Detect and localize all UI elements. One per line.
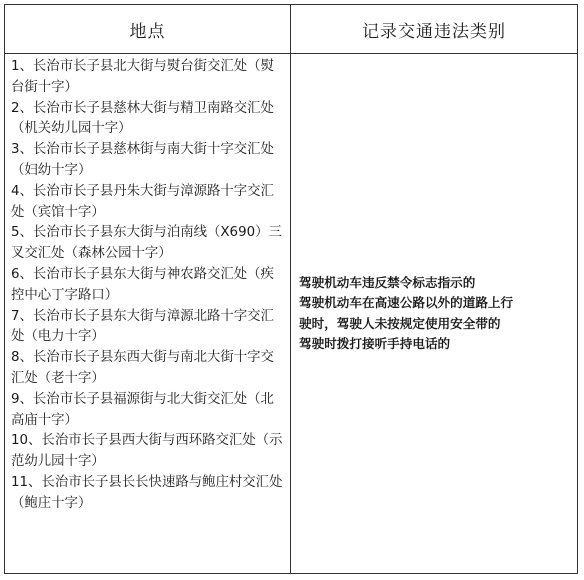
location-item: 5、长治市长子县东大街与泊南线（X690）三叉交汇处（森林公园十字） <box>11 225 282 262</box>
location-item: 3、长治市长子县慈林街与南大街十字交汇处（妇幼十字） <box>11 142 274 178</box>
violation-location-table <box>4 4 578 574</box>
location-item: 4、长治市长子县丹朱大街与漳源路十字交汇处（宾馆十字） <box>11 183 274 220</box>
header-category: 记录交通违法类别 <box>362 21 506 42</box>
category-cell <box>291 54 577 573</box>
location-item: 9、长治市长子县福源街与北大街交汇处（北高庙十字） <box>11 391 274 428</box>
location-item: 7、长治市长子县东大街与漳源北路十字交汇处（电力十字） <box>11 308 274 345</box>
category-line: 驾驶机动车在高速公路以外的道路上行 <box>299 295 514 310</box>
category-line: 驾驶时拨打接听手持电话的 <box>299 336 451 351</box>
location-item: 6、长治市长子县东大街与神农路交汇处（疾控中心丁字路口） <box>11 266 274 303</box>
location-item: 11、长治市长子县长长快速路与鲍庄村交汇处（鲍庄十字） <box>11 474 283 511</box>
header-location: 地点 <box>129 21 166 42</box>
location-item: 10、长治市长子县西大街与西环路交汇处（示范幼儿园十字） <box>11 433 283 470</box>
location-item: 8、长治市长子县东西大街与南北大街十字交汇处（老十字） <box>11 350 274 386</box>
category-line: 驾驶机动车违反禁令标志指示的 <box>299 274 476 290</box>
category-line: 驶时，驾驶人未按规定使用安全带的 <box>299 315 501 331</box>
location-item: 1、长治市长子县北大街与熨台街交汇处（熨台街十字） <box>11 59 274 95</box>
location-list <box>11 57 285 515</box>
category-text <box>299 273 513 355</box>
location-item: 2、长治市长子县慈林大街与精卫南路交汇处（机关幼儿园十字） <box>11 100 274 137</box>
